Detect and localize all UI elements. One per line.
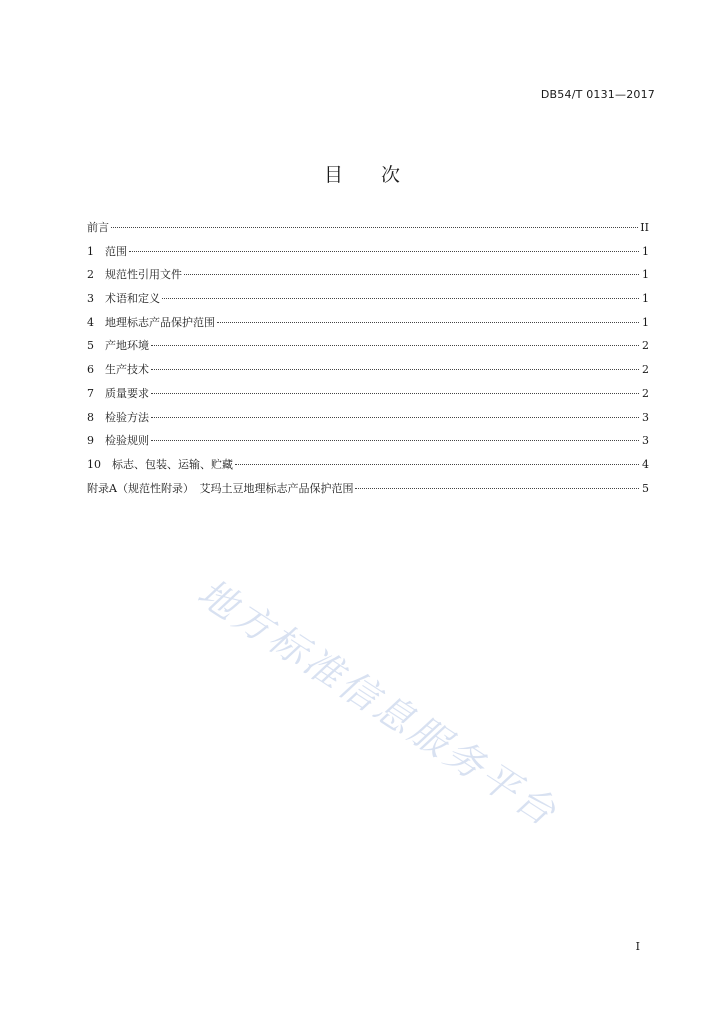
toc-leader-dots [151,345,639,346]
page-title: 目次 [323,164,438,186]
toc-leader-dots [151,393,639,394]
toc-entry-page: 2 [642,339,649,353]
toc-leader-dots [151,369,639,370]
toc-entry-10[interactable] [87,456,649,480]
toc-entry-label: 规范性引用文件 [105,268,182,282]
toc-leader-dots [111,227,638,228]
toc-entry-number: 1 [87,244,94,258]
toc-entry-label: 检验方法 [105,410,149,424]
toc-entry-foreword[interactable] [87,219,649,243]
toc-entry-label: 附录A（规范性附录） 艾玛土豆地理标志产品保护范围 [87,481,354,495]
toc-entry-number: 4 [87,315,94,329]
toc-entry-5[interactable] [87,337,649,361]
toc-entry-4[interactable] [87,314,649,338]
toc-entry-label: 检验规则 [105,434,149,448]
toc-entry-1[interactable] [87,243,649,267]
toc-entry-appendix-a[interactable] [87,480,649,504]
toc-entry-page: 1 [642,315,649,329]
toc-entry-page: 1 [642,244,649,258]
toc-entry-6[interactable] [87,361,649,385]
toc-entry-label: 术语和定义 [105,292,160,306]
toc-entry-page: 2 [642,363,649,377]
toc-entry-label: 质量要求 [105,386,149,400]
toc-entry-number: 7 [87,386,94,400]
page-number: I [635,940,640,953]
toc-leader-dots [235,464,639,465]
toc-entry-page: 2 [642,386,649,400]
toc-entry-page: 4 [642,457,649,471]
toc-entry-number: 5 [87,339,94,353]
toc-entry-label: 前言 [87,221,109,234]
toc-entry-number: 9 [87,434,94,448]
toc-entry-page: 5 [642,481,649,495]
toc-entry-page: 1 [642,268,649,282]
toc-leader-dots [151,440,639,441]
toc-entry-label: 生产技术 [105,363,149,377]
toc-leader-dots [355,488,639,489]
toc-entry-label: 范围 [105,244,127,258]
toc-entry-7[interactable] [87,385,649,409]
toc-entry-2[interactable] [87,266,649,290]
toc-entry-number: 2 [87,268,94,282]
toc-entry-page: 1 [642,292,649,306]
toc-entry-label: 产地环境 [105,339,149,353]
toc-leader-dots [129,251,639,252]
toc-entry-8[interactable] [87,409,649,433]
toc-entry-label: 地理标志产品保护范围 [105,315,215,329]
standard-code: DB54/T 0131—2017 [540,88,655,101]
toc-entry-9[interactable] [87,432,649,456]
toc-entry-number: 8 [87,410,94,424]
toc-entry-number: 10 [87,457,101,471]
toc-leader-dots [184,274,639,275]
toc-leader-dots [217,322,639,323]
toc-entry-page: II [640,221,649,234]
toc-entry-number: 3 [87,292,94,306]
table-of-contents [87,219,649,503]
toc-entry-number: 6 [87,363,94,377]
watermark: 地方标准信息服务平台 [189,570,567,836]
toc-entry-page: 3 [642,410,649,424]
toc-entry-label: 标志、包装、运输、贮藏 [112,457,233,471]
toc-leader-dots [162,298,639,299]
toc-leader-dots [151,417,639,418]
toc-entry-3[interactable] [87,290,649,314]
toc-entry-page: 3 [642,434,649,448]
